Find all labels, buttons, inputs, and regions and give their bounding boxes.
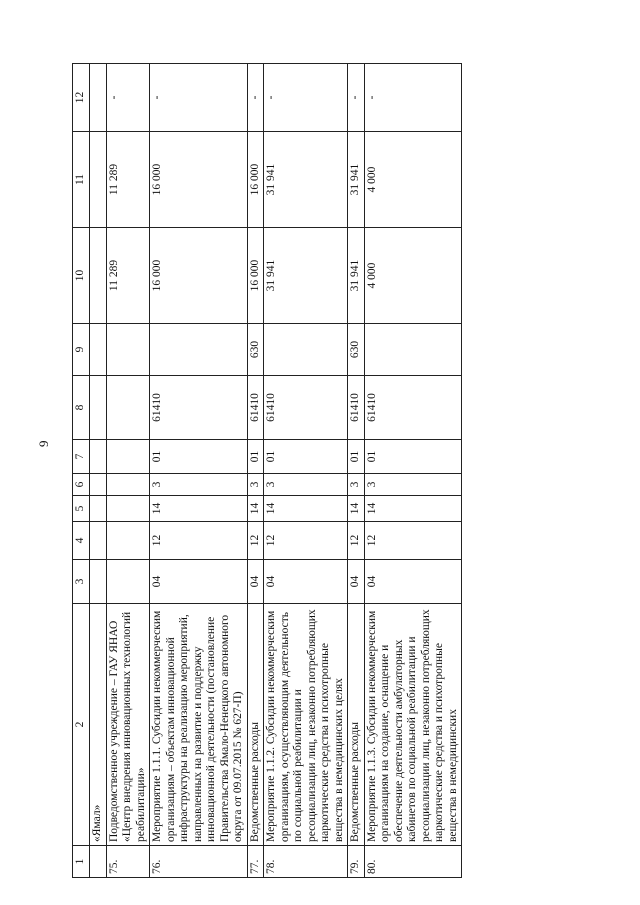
col-header: 1 bbox=[73, 846, 90, 878]
col-header: 5 bbox=[73, 496, 90, 522]
row-number: 80. bbox=[364, 846, 462, 878]
cell: 61410 bbox=[364, 376, 462, 440]
cell: 3 bbox=[348, 474, 365, 496]
cell bbox=[106, 474, 150, 496]
row-name: «Ямал» bbox=[90, 604, 107, 846]
cell: 01 bbox=[364, 440, 462, 474]
cell: 14 bbox=[150, 496, 248, 522]
cell bbox=[106, 376, 150, 440]
col-header: 8 bbox=[73, 376, 90, 440]
cell: 12 bbox=[247, 522, 264, 560]
row-name: Ведомственные расходы bbox=[247, 604, 264, 846]
cell bbox=[150, 324, 248, 376]
cell: 01 bbox=[264, 440, 348, 474]
cell: 16 000 bbox=[247, 132, 264, 228]
budget-table-rotated bbox=[72, 64, 590, 878]
cell bbox=[90, 496, 107, 522]
cell: 4 000 bbox=[364, 228, 462, 324]
cell: 12 bbox=[364, 522, 462, 560]
cell: 3 bbox=[364, 474, 462, 496]
cell: 31 941 bbox=[348, 132, 365, 228]
col-header: 9 bbox=[73, 324, 90, 376]
row-name: Мероприятие 1.1.2. Субсидии некоммерческим организациям, осуществляющим деятельность по социальной реабилитации и ресоциализации лиц, незаконно потребляющих наркотические средства и психотропные вещества в немедицинских целях bbox=[264, 604, 348, 846]
table-row bbox=[150, 64, 248, 878]
col-header: 12 bbox=[73, 64, 90, 132]
cell bbox=[106, 496, 150, 522]
cell: - bbox=[150, 64, 248, 132]
cell: 3 bbox=[150, 474, 248, 496]
row-number: 78. bbox=[264, 846, 348, 878]
cell: - bbox=[106, 64, 150, 132]
table-row bbox=[247, 64, 264, 878]
cell: 01 bbox=[348, 440, 365, 474]
cell: 31 941 bbox=[348, 228, 365, 324]
col-header: 7 bbox=[73, 440, 90, 474]
cell: 04 bbox=[247, 560, 264, 604]
header-row bbox=[73, 64, 90, 878]
cell: 31 941 bbox=[264, 228, 348, 324]
cell: 04 bbox=[150, 560, 248, 604]
cell: 04 bbox=[348, 560, 365, 604]
cell: - bbox=[364, 64, 462, 132]
cell: 14 bbox=[264, 496, 348, 522]
cell bbox=[90, 324, 107, 376]
page-number: 9 bbox=[36, 440, 51, 447]
cell: 61410 bbox=[150, 376, 248, 440]
row-number: 76. bbox=[150, 846, 248, 878]
cell: 4 000 bbox=[364, 132, 462, 228]
table-row bbox=[106, 64, 150, 878]
col-header: 4 bbox=[73, 522, 90, 560]
cell: 11 289 bbox=[106, 228, 150, 324]
cell bbox=[106, 522, 150, 560]
cell bbox=[90, 376, 107, 440]
cell: 31 941 bbox=[264, 132, 348, 228]
row-name: Подведомственное учреждение – ГАУ ЯНАО «Центр внедрения инновационных технологий реабилитации» bbox=[106, 604, 150, 846]
cell bbox=[106, 440, 150, 474]
col-header: 11 bbox=[73, 132, 90, 228]
cell: - bbox=[247, 64, 264, 132]
cell: 61410 bbox=[264, 376, 348, 440]
cell: 14 bbox=[247, 496, 264, 522]
row-name: Мероприятие 1.1.3. Субсидии некоммерческим организациям на создание, оснащение и обеспечение деятельности амбулаторных кабинетов по социальной реабилитации и ресоциализации лиц, незаконно потребляющих наркотические средства и психотропные вещества в немедицинских bbox=[364, 604, 462, 846]
cell bbox=[364, 324, 462, 376]
cell: 630 bbox=[348, 324, 365, 376]
cell bbox=[90, 440, 107, 474]
row-number: 79. bbox=[348, 846, 365, 878]
cell: - bbox=[264, 64, 348, 132]
cell: 04 bbox=[364, 560, 462, 604]
col-header: 10 bbox=[73, 228, 90, 324]
cell bbox=[90, 132, 107, 228]
cell: 01 bbox=[150, 440, 248, 474]
cell: 14 bbox=[364, 496, 462, 522]
cell bbox=[106, 324, 150, 376]
table-row bbox=[348, 64, 365, 878]
table-row bbox=[264, 64, 348, 878]
cell: 11 289 bbox=[106, 132, 150, 228]
cell: 3 bbox=[247, 474, 264, 496]
row-number: 77. bbox=[247, 846, 264, 878]
cell: 16 000 bbox=[247, 228, 264, 324]
row-number: 75. bbox=[106, 846, 150, 878]
cell bbox=[90, 64, 107, 132]
cell: 12 bbox=[348, 522, 365, 560]
cell: - bbox=[348, 64, 365, 132]
cell: 61410 bbox=[247, 376, 264, 440]
cell bbox=[90, 474, 107, 496]
cell: 16 000 bbox=[150, 132, 248, 228]
cell bbox=[90, 560, 107, 604]
col-header: 6 bbox=[73, 474, 90, 496]
cell: 12 bbox=[264, 522, 348, 560]
cell: 14 bbox=[348, 496, 365, 522]
cell: 04 bbox=[264, 560, 348, 604]
table-row bbox=[364, 64, 462, 878]
row-number bbox=[90, 846, 107, 878]
table-row bbox=[90, 64, 107, 878]
cell: 01 bbox=[247, 440, 264, 474]
row-name: Ведомственные расходы bbox=[348, 604, 365, 846]
cell bbox=[90, 228, 107, 324]
cell: 16 000 bbox=[150, 228, 248, 324]
cell: 630 bbox=[247, 324, 264, 376]
cell: 61410 bbox=[348, 376, 365, 440]
cell: 3 bbox=[264, 474, 348, 496]
cell bbox=[264, 324, 348, 376]
row-name: Мероприятие 1.1.1. Субсидии некоммерческим организациям – объектам инновационной инфраструктуры на реализацию мероприятий, направленных на развитие и поддержку инновационной деятельности (постановление Правительства Ямало-Ненецкого автономного округа от 09.07.2015 № 627-П) bbox=[150, 604, 248, 846]
cell bbox=[106, 560, 150, 604]
cell: 12 bbox=[150, 522, 248, 560]
col-header: 2 bbox=[73, 604, 90, 846]
cell bbox=[90, 522, 107, 560]
budget-table bbox=[72, 63, 462, 878]
col-header: 3 bbox=[73, 560, 90, 604]
